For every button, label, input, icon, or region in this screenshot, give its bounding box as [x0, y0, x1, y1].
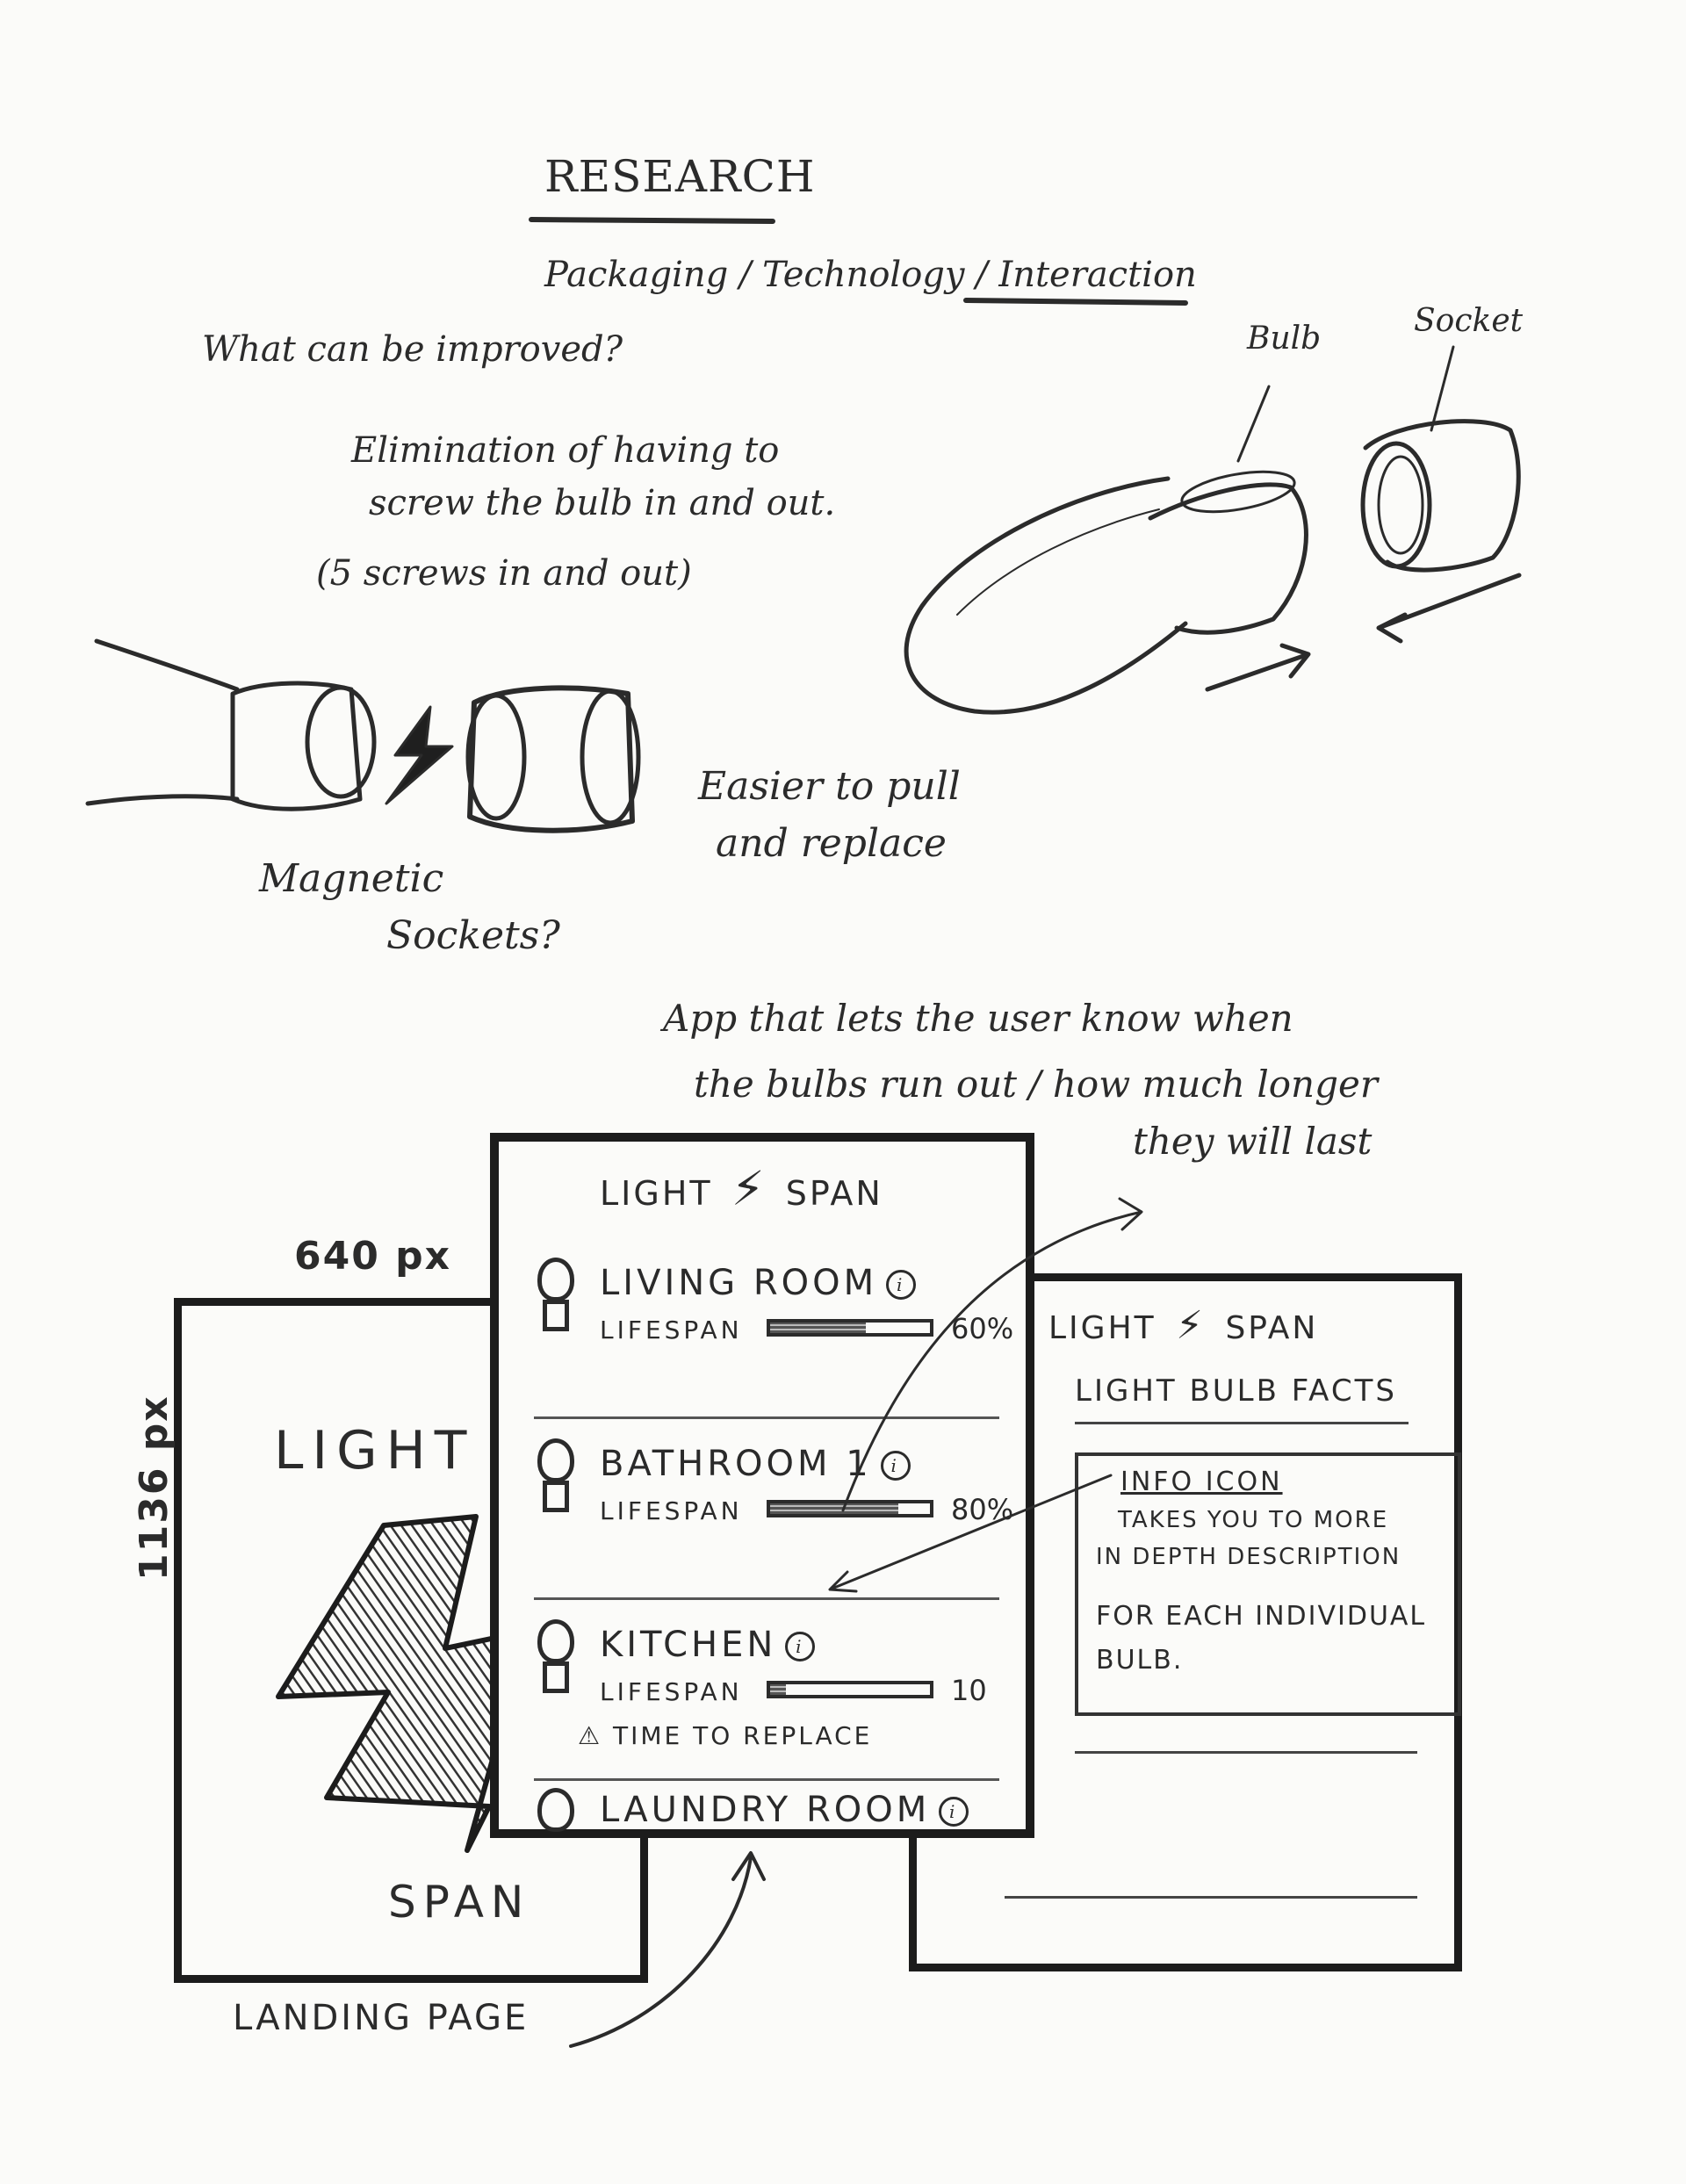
width-dimension-label: 640 px: [294, 1234, 452, 1279]
bulb-label: Bulb: [1247, 321, 1322, 357]
bulb-sketch-icon: [906, 386, 1306, 712]
landing-logo-top: LIGHT: [274, 1420, 476, 1481]
lifespan-label: LIFESPAN: [600, 1315, 743, 1344]
info-pointer-arrow: [830, 1475, 1111, 1591]
info-box-line-2: IN DEPTH DESCRIPTION: [1096, 1544, 1401, 1570]
app-note-1: App that lets the user know when: [663, 997, 1293, 1040]
info-box-title: INFO ICON: [1120, 1467, 1283, 1497]
easier-note-2: and replace: [716, 821, 947, 866]
interaction-underline: [966, 300, 1185, 303]
list-logo-right: SPAN: [785, 1174, 883, 1213]
small-bolt-icon: ⚡: [1176, 1303, 1206, 1348]
question-note: What can be improved?: [202, 329, 623, 370]
magnet-bolt-icon: [386, 707, 452, 804]
info-box-line-4: BULB.: [1096, 1645, 1184, 1676]
arrow-left-icon: [1379, 575, 1519, 641]
nav-packaging: Packaging: [544, 255, 729, 295]
bulb-pointer-line: [1238, 386, 1269, 461]
note-line-1: Elimination of having to: [351, 430, 780, 471]
height-dimension-label: 1136 px: [132, 1395, 177, 1581]
arrow-right-icon: [1207, 645, 1308, 689]
landing-page-caption: LANDING PAGE: [233, 1998, 530, 2038]
magnetic-socket-sketch-icon: [88, 641, 638, 831]
facts-logo-left: LIGHT: [1048, 1310, 1156, 1346]
room-name: KITCHEN: [600, 1625, 777, 1665]
socket-pointer-line: [1431, 347, 1453, 430]
small-bolt-icon: ⚡: [731, 1161, 767, 1216]
note-line-3: (5 screws in and out): [316, 553, 692, 594]
info-box-line-3: FOR EACH INDIVIDUAL: [1096, 1601, 1427, 1632]
easier-note-1: Easier to pull: [698, 764, 961, 809]
nav-technology: Technology: [762, 255, 965, 295]
list-logo-left: LIGHT: [600, 1174, 713, 1213]
nav-interaction: Interaction: [998, 255, 1197, 295]
room-name: BATHROOM 1: [600, 1444, 872, 1484]
facts-logo-right: SPAN: [1225, 1310, 1319, 1346]
lifespan-label: LIFESPAN: [600, 1677, 743, 1706]
list-screen-up-arrow: [571, 1853, 764, 2046]
lifespan-label: LIFESPAN: [600, 1496, 743, 1525]
lifespan-percent: 10: [951, 1674, 987, 1707]
title-underline: [531, 220, 773, 221]
info-icon[interactable]: i: [785, 1632, 815, 1661]
magnetic-label-1: Magnetic: [259, 856, 444, 901]
app-note-3: they will last: [1133, 1120, 1373, 1163]
room-name: LAUNDRY ROOM: [600, 1790, 931, 1830]
socket-sketch-icon: [1363, 347, 1518, 570]
socket-label: Socket: [1414, 303, 1524, 339]
magnetic-label-2: Sockets?: [386, 913, 560, 958]
info-box-line-1: TAKES YOU TO MORE: [1118, 1507, 1389, 1533]
landing-logo-bottom: SPAN: [388, 1877, 531, 1928]
nav-separator: /: [739, 255, 763, 295]
info-icon[interactable]: i: [939, 1797, 969, 1827]
info-icon[interactable]: i: [886, 1270, 916, 1300]
nav-separator: /: [976, 255, 999, 295]
facts-heading: LIGHT BULB FACTS: [1075, 1373, 1397, 1409]
research-title: RESEARCH: [544, 151, 816, 202]
warning-icon: ⚠: [578, 1721, 614, 1750]
room-name: LIVING ROOM: [600, 1263, 878, 1303]
note-line-2: screw the bulb in and out.: [369, 483, 836, 523]
info-icon[interactable]: i: [881, 1451, 911, 1481]
warning-text: TIME TO REPLACE: [613, 1721, 873, 1750]
annotation-curve-arrow: [843, 1199, 1142, 1510]
app-note-2: the bulbs run out / how much longer: [694, 1063, 1378, 1106]
lifespan-percent: 60%: [951, 1312, 1014, 1345]
lifespan-percent: 80%: [951, 1493, 1014, 1526]
